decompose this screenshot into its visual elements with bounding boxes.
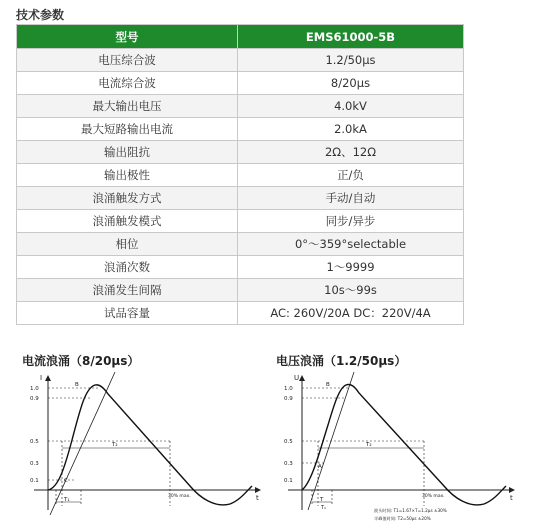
table-row (17, 256, 464, 279)
param-value-cell: 1.2/50μs (238, 49, 464, 72)
header-model-label: 型号 (17, 25, 238, 49)
percent-label: 30% max. (168, 494, 191, 499)
param-name-cell: 输出阻抗 (17, 141, 238, 164)
param-value-cell: 2.0kA (238, 118, 464, 141)
percent-label: 30% max. (422, 494, 445, 499)
tick-label: 0.1 (30, 478, 39, 484)
param-value-cell: 手动/自动 (238, 187, 464, 210)
tick-label: 0.5 (30, 439, 39, 445)
param-name-cell: 电压综合波 (17, 49, 238, 72)
param-name-cell: 浪涌触发方式 (17, 187, 238, 210)
param-name-cell: 浪涌触发模式 (17, 210, 238, 233)
table-row (17, 302, 464, 325)
current-surge-title: 电流浪涌（8/20μs） (22, 354, 140, 368)
table-row (17, 164, 464, 187)
section-title: 技术参数 (16, 8, 65, 22)
tick-label: 0.3 (284, 461, 293, 467)
t2-label: T₂ (366, 442, 372, 448)
param-name-cell: 输出极性 (17, 164, 238, 187)
param-value-cell: 同步/异步 (238, 210, 464, 233)
spec-table (16, 24, 464, 325)
table-row (17, 233, 464, 256)
tick-label: 0.1 (284, 478, 293, 484)
tick-label: 0.5 (284, 439, 293, 445)
table-row (17, 187, 464, 210)
t1-label: T₁ (321, 505, 327, 511)
point-b-label: B (75, 382, 79, 388)
point-a-label: A (318, 464, 322, 470)
param-name-cell: 电流综合波 (17, 72, 238, 95)
tick-label: 0.9 (284, 396, 293, 402)
half-value-note: 半峰值时间: T2=50μs ±20% (374, 516, 431, 521)
t2-label: T₂ (112, 442, 118, 448)
x-axis-label: t (510, 494, 513, 502)
voltage-surge-title: 电压浪涌（1.2/50μs） (276, 354, 407, 368)
tick-label: 0.9 (30, 396, 39, 402)
param-name-cell: 最大输出电压 (17, 95, 238, 118)
tick-label: 0.3 (30, 461, 39, 467)
tick-label: 1.0 (30, 386, 39, 392)
param-value-cell: 1～9999 (238, 256, 464, 279)
x-axis-label: t (256, 494, 259, 502)
tick-label: 1.0 (284, 386, 293, 392)
param-name-cell: 试品容量 (17, 302, 238, 325)
param-name-cell: 浪涌发生间隔 (17, 279, 238, 302)
param-name-cell: 相位 (17, 233, 238, 256)
table-row (17, 210, 464, 233)
voltage-waveform-curve (302, 384, 506, 504)
header-model-value: EMS61000-5B (238, 25, 464, 49)
point-c-label: C (64, 478, 68, 484)
param-name-cell: 最大短路输出电流 (17, 118, 238, 141)
param-value-cell: 4.0kV (238, 95, 464, 118)
y-axis-label: U (294, 374, 300, 382)
param-value-cell: 8/20μs (238, 72, 464, 95)
table-row (17, 141, 464, 164)
current-waveform-curve (48, 385, 252, 505)
t-label: T (320, 497, 324, 503)
param-value-cell: AC: 260V/20A DC：220V/4A (238, 302, 464, 325)
tangent-line (50, 372, 115, 515)
voltage-surge-waveform (274, 370, 529, 529)
y-axis-label: I (40, 374, 43, 382)
param-value-cell: 10s～99s (238, 279, 464, 302)
point-b-label: B (326, 382, 330, 388)
param-value-cell: 0°～359°selectable (238, 233, 464, 256)
param-value-cell: 2Ω、12Ω (238, 141, 464, 164)
rise-time-note: 波头时间: T1=1.67×T=1.2μs ±30% (374, 508, 447, 513)
table-row (17, 72, 464, 95)
table-row (17, 279, 464, 302)
table-row (17, 118, 464, 141)
t1-label: T₁ (64, 497, 70, 503)
current-surge-waveform (20, 370, 275, 529)
table-row (17, 49, 464, 72)
table-row (17, 95, 464, 118)
param-name-cell: 浪涌次数 (17, 256, 238, 279)
table-header-row (17, 25, 464, 49)
param-value-cell: 正/负 (238, 164, 464, 187)
